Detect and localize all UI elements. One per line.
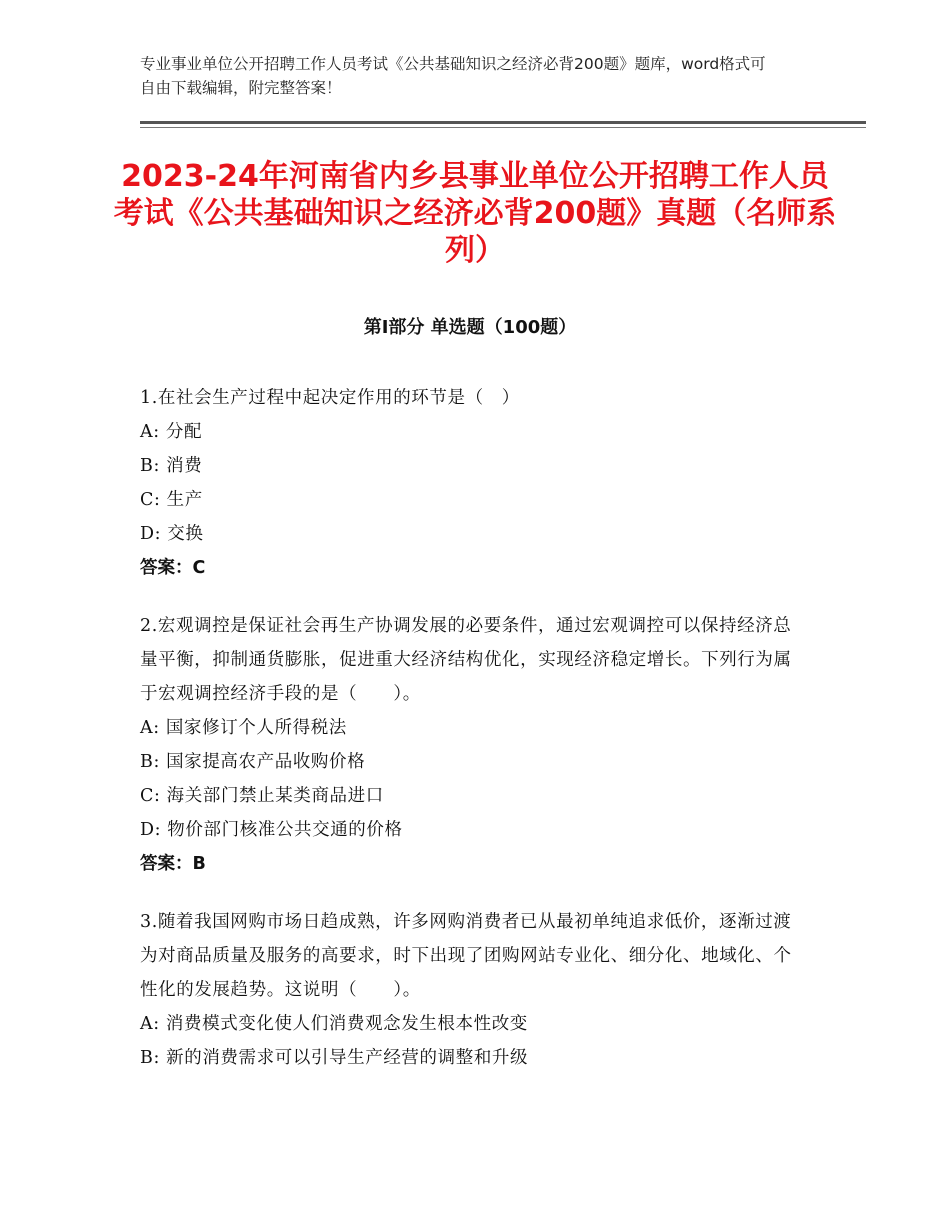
answer: 答案：C <box>140 558 206 578</box>
option-b: B: 国家提高农产品收购价格 <box>140 752 366 772</box>
question-text: 2.宏观调控是保证社会再生产协调发展的必要条件，通过宏观调控可以保持经济总量平衡，抑制通货膨胀，促进重大经济结构优化，实现经济稳定增长。下列行为属于宏观调控经济手段的是（ ）。 <box>140 616 792 704</box>
option-a: A: 消费模式变化使人们消费观念发生根本性改变 <box>140 1014 528 1034</box>
option-a: A: 国家修订个人所得税法 <box>140 718 347 738</box>
question-list <box>140 381 800 1099</box>
question-text: 3.随着我国网购市场日趋成熟，许多网购消费者已从最初单纯追求低价，逐渐过渡为对商品质量及服务的高要求，时下出现了团购网站专业化、细分化、地域化、个性化的发展趋势。这说明（ ）。 <box>140 912 792 1000</box>
header-rule-thick <box>140 121 866 124</box>
question-3 <box>140 905 800 1075</box>
question-text: 1.在社会生产过程中起决定作用的环节是（ ） <box>140 388 520 408</box>
option-c: C: 海关部门禁止某类商品进口 <box>140 786 384 806</box>
question-2 <box>140 609 800 881</box>
section-title: 第Ⅰ部分 单选题（100题） <box>363 317 577 338</box>
option-d: D: 物价部门核准公共交通的价格 <box>140 820 403 840</box>
question-1 <box>140 381 800 585</box>
option-d: D: 交换 <box>140 524 204 544</box>
option-b: B: 消费 <box>140 456 203 476</box>
header-note: 专业事业单位公开招聘工作人员考试《公共基础知识之经济必背200题》题库，word格式可自由下载编辑，附完整答案！ <box>140 55 766 97</box>
header-rule-thin <box>140 127 866 128</box>
answer: 答案：B <box>140 854 206 874</box>
document-title: 2023-24年河南省内乡县事业单位公开招聘工作人员考试《公共基础知识之经济必背200题》真题（名师系列） <box>113 159 837 268</box>
option-a: A: 分配 <box>140 422 203 442</box>
option-c: C: 生产 <box>140 490 203 510</box>
option-b: B: 新的消费需求可以引导生产经营的调整和升级 <box>140 1048 529 1068</box>
